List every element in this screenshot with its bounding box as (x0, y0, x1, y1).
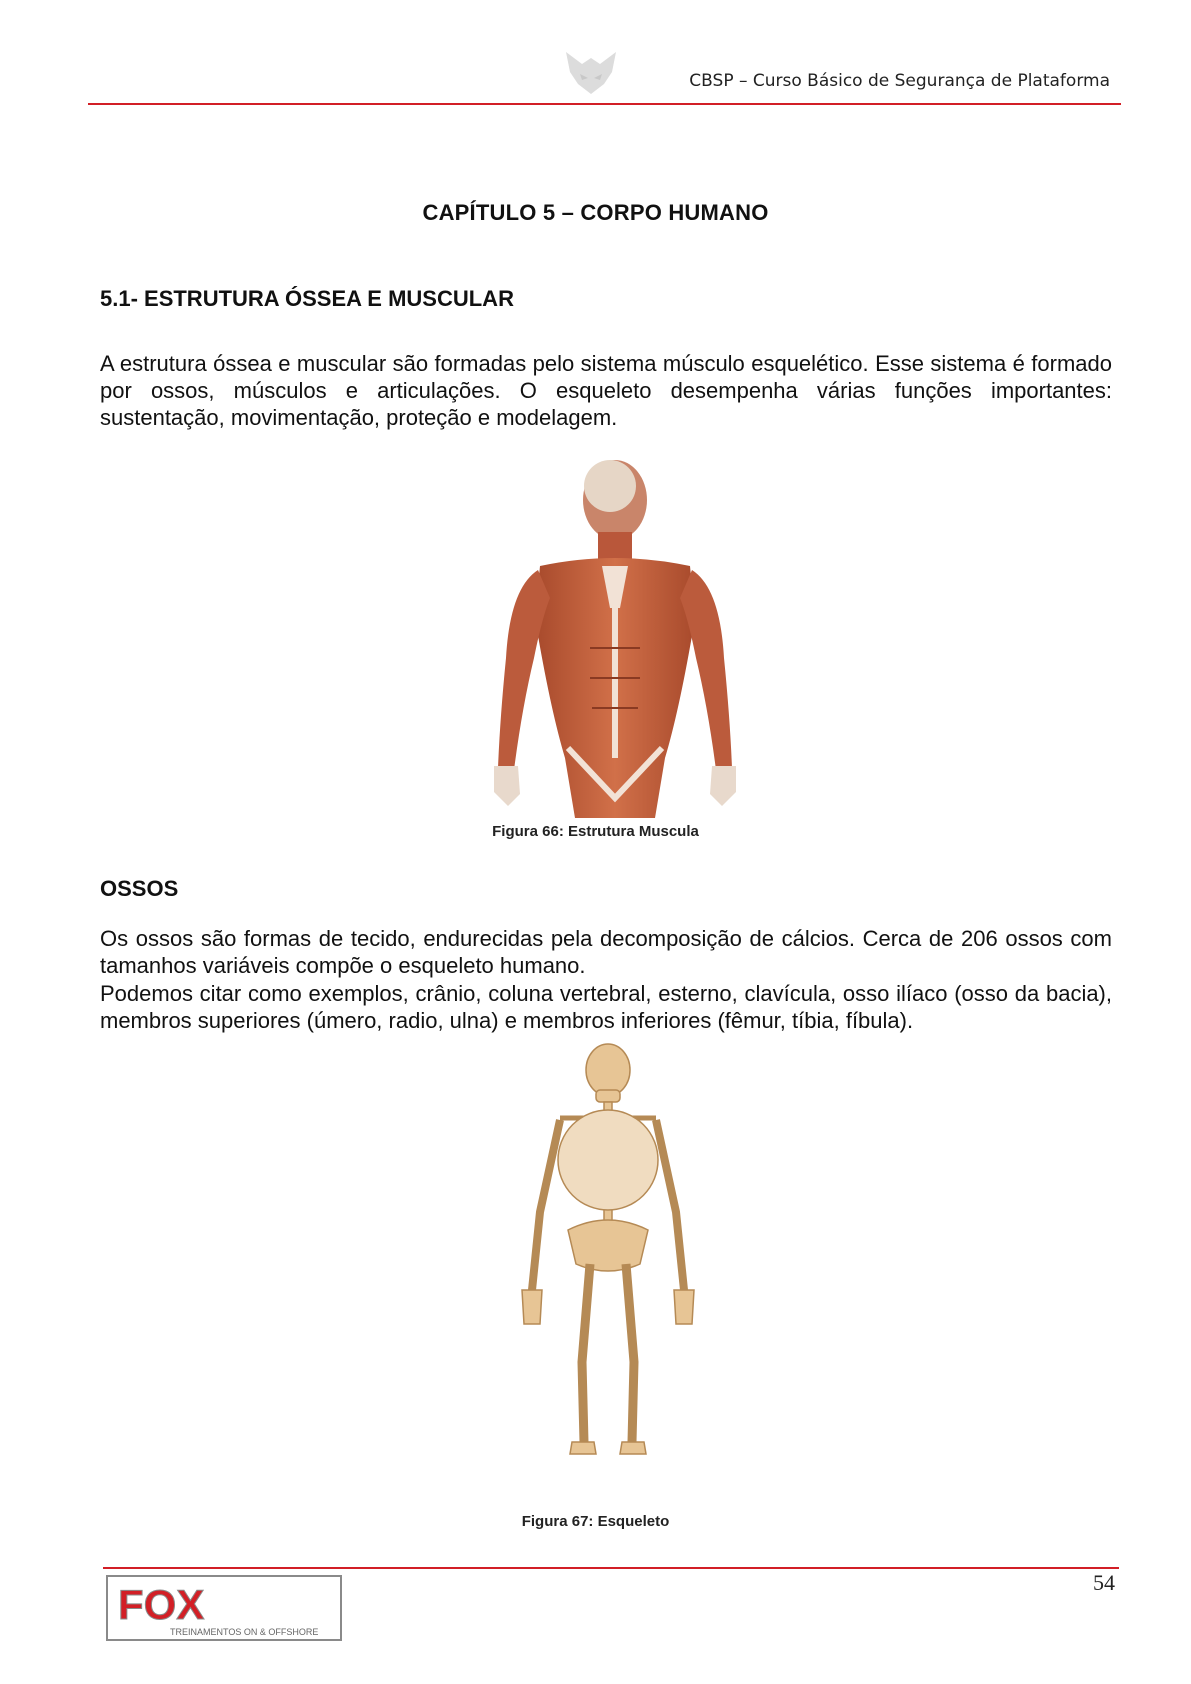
ossos-paragraph-2: Podemos citar como exemplos, crânio, coluna vertebral, esterno, clavícula, osso ilíaco (osso da bacia), membros superiores (úmero, radio, ulna) e membros inferiores (fêmur, tíbia, fíbula). (100, 981, 1112, 1033)
header-divider (88, 103, 1121, 105)
section-paragraph: A estrutura óssea e muscular são formadas pelo sistema músculo esquelético. Esse sistema é formado por ossos, músculos e articulações. O esqueleto desempenha várias funções importantes: sustentação, movimentação, proteção e modelagem. (100, 351, 1112, 430)
header-title: CBSP – Curso Básico de Segurança de Plataforma (689, 71, 1110, 91)
svg-text:TREINAMENTOS ON & OFFSHORE: TREINAMENTOS ON & OFFSHORE (170, 1627, 319, 1637)
muscular-anatomy-image (490, 458, 736, 818)
footer-divider (103, 1567, 1119, 1569)
figure-caption: Figura 66: Estrutura Muscula (492, 823, 699, 840)
figure-caption: Figura 67: Esqueleto (521, 1513, 670, 1530)
section-heading: 5.1- ESTRUTURA ÓSSEA E MUSCULAR (100, 286, 514, 311)
svg-text:FOX: FOX (118, 1581, 205, 1628)
chapter-title: CAPÍTULO 5 – CORPO HUMANO (422, 200, 769, 225)
skeleton-image (490, 1042, 726, 1462)
section-heading-ossos: OSSOS (100, 876, 179, 901)
fox-head-icon (560, 48, 622, 98)
ossos-paragraph-1: Os ossos são formas de tecido, endurecidas pela decomposição de cálcios. Cerca de 206 ossos com tamanhos variáveis compõe o esqueleto humano. (100, 926, 1112, 978)
page-number: 54 (1093, 1570, 1115, 1595)
fox-brand-logo (106, 1575, 342, 1641)
